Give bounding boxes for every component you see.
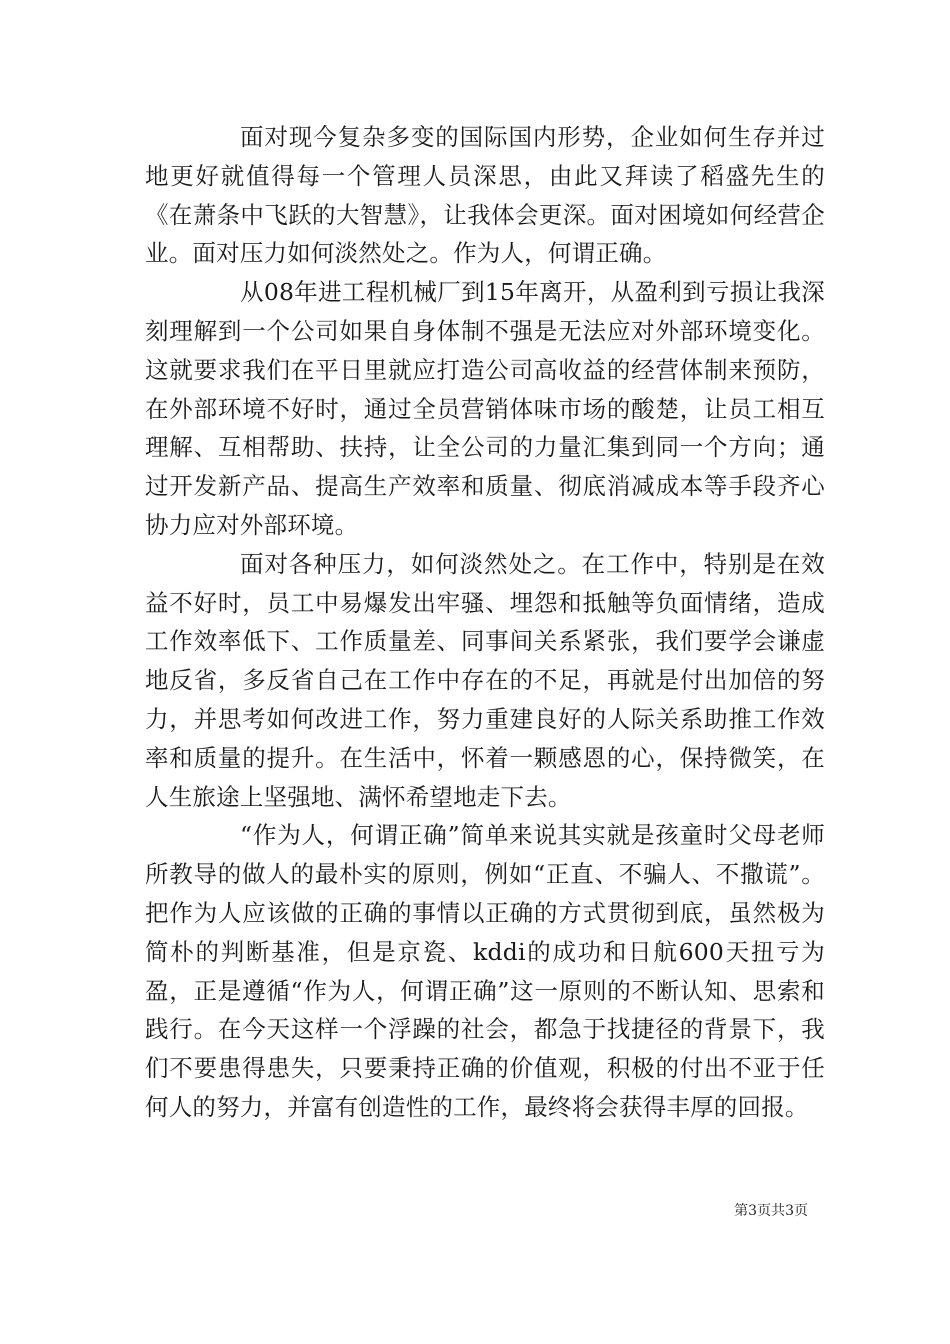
paragraph-1: 面对现今复杂多变的国际国内形势，企业如何生存并过地更好就值得每一个管理人员深思，由此又拜读了稻盛先生的《在萧条中飞跃的大智慧》，让我体会更深。面对困境如何经营企业。面对压力如何淡然处之。作为人，何谓正确。	[145, 123, 825, 268]
paragraph-2: 从08年进工程机械厂到15年离开，从盈利到亏损让我深刻理解到一个公司如果自身体制不强是无法应对外部环境变化。这就要求我们在平日里就应打造公司高收益的经营体制来预防，在外部环境不好时，通过全员营销体味市场的酸楚，让员工相互理解、互相帮助、扶持，让全公司的力量汇集到同一个方向；通过开发新产品、提高生产效率和质量、彻底消减成本等手段齐心协力应对外部环境。	[145, 278, 825, 539]
paragraph-4: “作为人，何谓正确”简单来说其实就是孩童时父母老师所教导的做人的最朴实的原则，例如“正直、不骗人、不撒谎”。把作为人应该做的正确的事情以正确的方式贯彻到底，虽然极为简朴的判断基准，但是京瓷、kddi的成功和日航600天扭亏为盈，正是遵循“作为人，何谓正确”这一原则的不断认知、思索和践行。在今天这样一个浮躁的社会，都急于找捷径的背景下，我们不要患得患失，只要秉持正确的价值观，积极的付出不亚于任何人的努力，并富有创造性的工作，最终将会获得丰厚的回报。	[145, 821, 825, 1121]
paragraph-3: 面对各种压力，如何淡然处之。在工作中，特别是在效益不好时，员工中易爆发出牢骚、埋怨和抵触等负面情绪，造成工作效率低下、工作质量差、同事间关系紧张，我们要学会谦虚地反省，多反省自己在工作中存在的不足，再就是付出加倍的努力，并思考如何改进工作，努力重建良好的人际关系助推工作效率和质量的提升。在生活中，怀着一颗感恩的心，保持微笑，在人生旅途上坚强地、满怀希望地走下去。	[145, 549, 825, 811]
document-body	[145, 118, 825, 1127]
page-number-footer: 第3页共3页	[734, 1203, 808, 1219]
